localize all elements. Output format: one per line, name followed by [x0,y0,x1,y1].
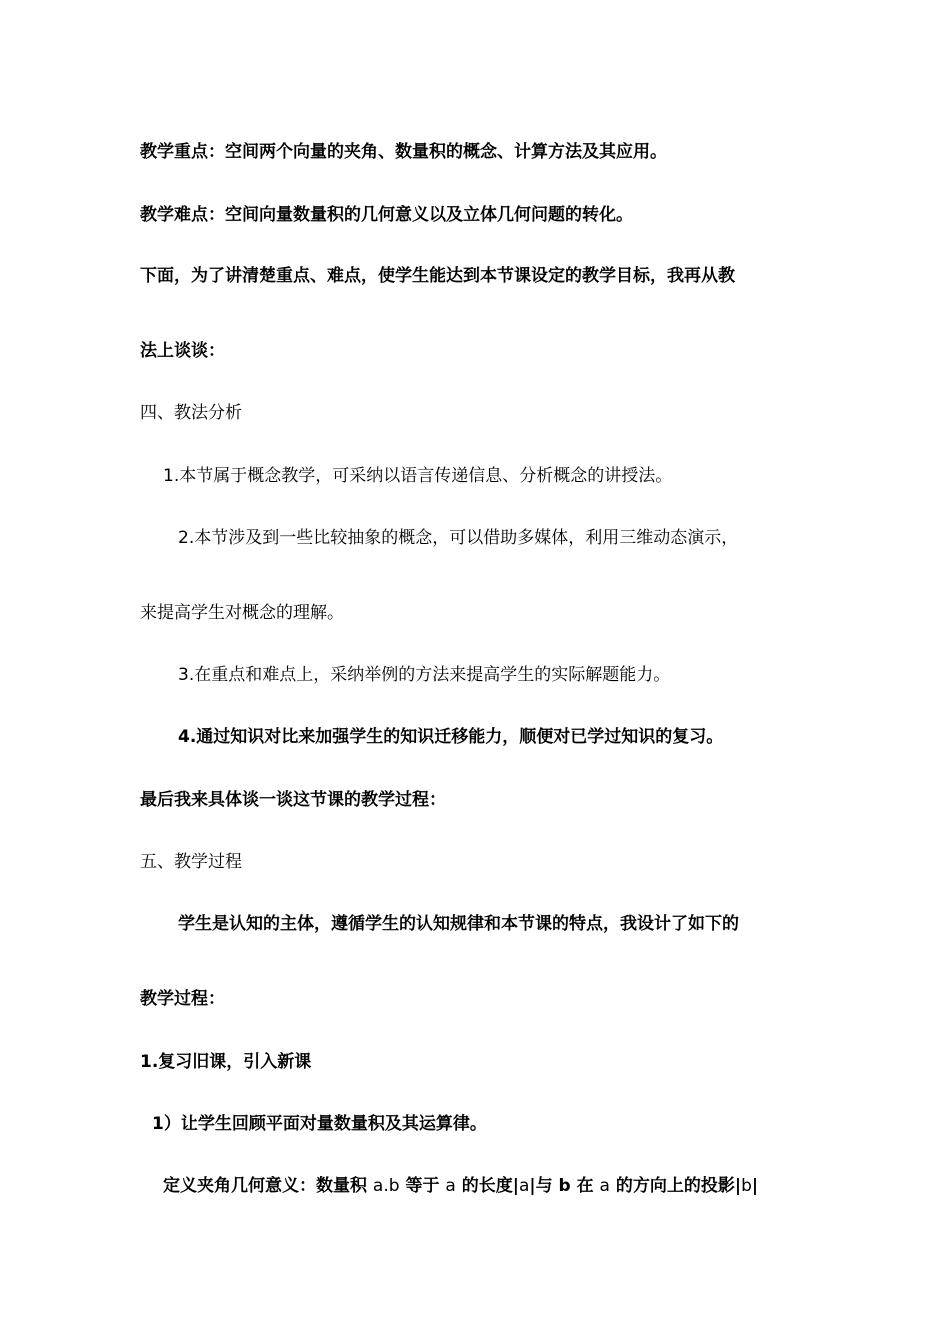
definition-math-b: b [741,1176,752,1196]
method-item-1: 1.本节属于概念教学，可采纳以语言传递信息、分析概念的讲授法。 [163,466,673,486]
step-heading-review: 1.复习旧课，引入新课 [140,1052,312,1072]
definition-text-6: | [751,1176,759,1196]
definition-line [163,1174,758,1198]
definition-math-a-2: a [518,1176,530,1196]
definition-text-4: |与 b 在 [529,1176,600,1196]
method-item-4: 4.通过知识对比来加强学生的知识迁移能力，顺便对已学过知识的复习。 [178,727,724,747]
method-item-3: 3.在重点和难点上，采纳举例的方法来提高学生的实际解题能力。 [178,665,671,685]
process-paragraph-line-2: 教学过程： [140,989,225,1009]
definition-math-a-1: a [445,1176,456,1196]
definition-math-ab: a.b [372,1176,400,1196]
process-intro-line: 最后我来具体谈一谈这节课的教学过程： [140,790,446,810]
definition-text-5: 的方向上的投影| [609,1176,742,1196]
section-heading-teaching-methods: 四、教法分析 [140,403,242,423]
key-points-line: 教学重点：空间两个向量的夹角、数量积的概念、计算方法及其应用。 [140,142,667,162]
definition-text-2: 等于 [399,1176,446,1196]
section-heading-teaching-process: 五、教学过程 [140,852,242,872]
method-item-2-line-2: 来提高学生对概念的理解。 [140,603,344,623]
process-paragraph-line-1: 学生是认知的主体，遵循学生的认知规律和本节课的特点，我设计了如下的 [178,914,739,934]
step-sub-item-1: 1）让学生回顾平面对量数量积及其运算律。 [152,1114,487,1134]
method-item-2-line-1: 2.本节涉及到一些比较抽象的概念，可以借助多媒体，利用三维动态演示， [178,528,739,548]
difficult-points-line: 教学难点：空间向量数量积的几何意义以及立体几何问题的转化。 [140,205,633,225]
definition-text-1: 定义夹角几何意义：数量积 [163,1176,373,1196]
definition-math-a-3: a [599,1176,610,1196]
transition-line-2: 法上谈谈： [140,341,225,361]
definition-text-3: 的长度| [455,1176,519,1196]
transition-line-1: 下面，为了讲清楚重点、难点，使学生能达到本节课设定的教学目标，我再从教 [140,266,735,286]
